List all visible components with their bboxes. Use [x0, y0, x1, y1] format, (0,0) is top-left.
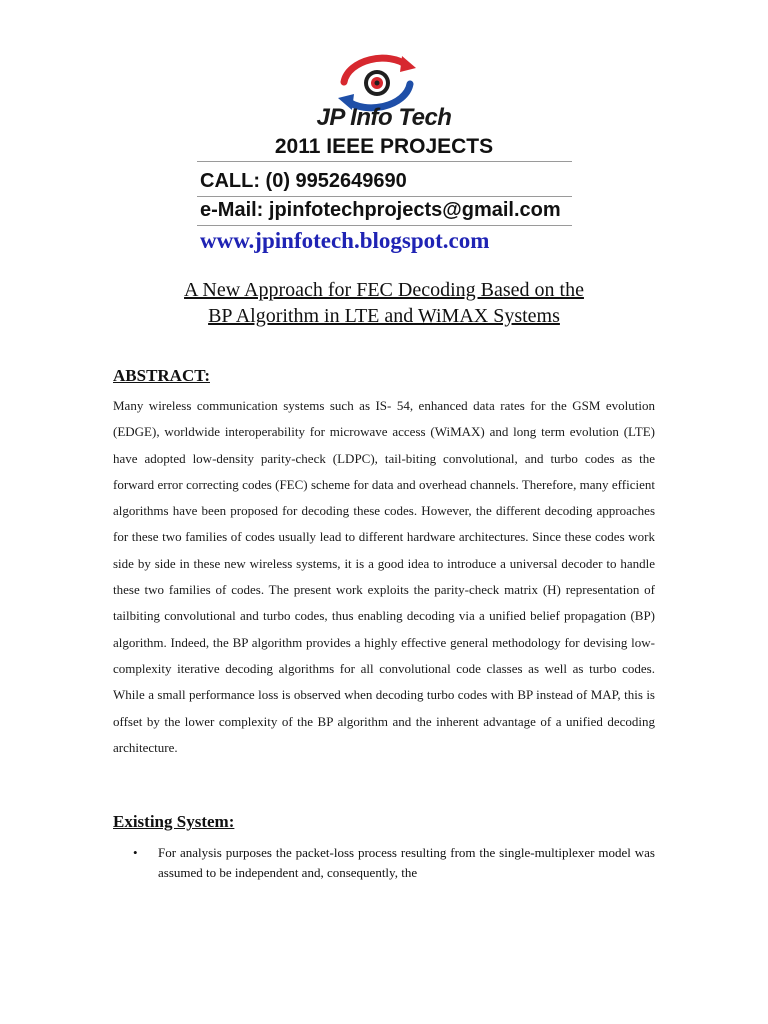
- abstract-text: Many wireless communication systems such as IS- 54, enhanced data rates for the GSM evolution (EDGE), worldwide interoperability for microwave access (WiMAX) and long term evolution (LTE) have adopted low-density parity-check (LDPC), tail-biting convolutional, and turbo codes as the forward error correcting codes (FEC) scheme for data and overhead channels. Therefore, many efficient algorithms have been proposed for decoding these codes. However, the different decoding approaches for these two families of codes usually lead to different hardware architectures. Since these codes work side by side in these new wireless systems, it is a good idea to introduce a universal decoder to handle these two families of codes. The present work exploits the parity-check matrix (H) representation of tailbiting convolutional and turbo codes, thus enabling decoding via a unified belief propagation (BP) algorithm. Indeed, the BP algorithm provides a highly effective general methodology for devising low-complexity iterative decoding algorithms for all convolutional code classes as well as turbo codes. While a small performance loss is observed when decoding turbo codes with BP instead of MAP, this is offset by the lower complexity of the BP algorithm and the inherent advantage of a unified decoding architecture.: [113, 398, 655, 755]
- list-item-text: For analysis purposes the packet-loss process resulting from the single-multiplexer model was assumed to be independent and, consequently, the: [158, 845, 655, 880]
- bullet-icon: •: [133, 845, 138, 860]
- projects-banner: 2011 IEEE PROJECTS: [274, 135, 494, 158]
- email-address: e-Mail: jpinfotechprojects@gmail.com: [200, 199, 561, 221]
- abstract-heading: ABSTRACT:: [113, 366, 210, 385]
- list-item: [113, 843, 655, 883]
- existing-system-list: [113, 843, 655, 883]
- company-name: JP Info Tech: [316, 104, 452, 131]
- divider: [197, 196, 572, 197]
- call-number: CALL: (0) 9952649690: [200, 170, 407, 192]
- divider: [197, 225, 572, 226]
- title-line-2: BP Algorithm in LTE and WiMAX Systems: [208, 305, 560, 327]
- existing-system-heading: Existing System:: [113, 812, 235, 831]
- document-title: [0, 277, 768, 329]
- website-link[interactable]: www.jpinfotech.blogspot.com: [200, 228, 490, 253]
- divider: [197, 161, 572, 162]
- title-line-1: A New Approach for FEC Decoding Based on the: [184, 279, 584, 301]
